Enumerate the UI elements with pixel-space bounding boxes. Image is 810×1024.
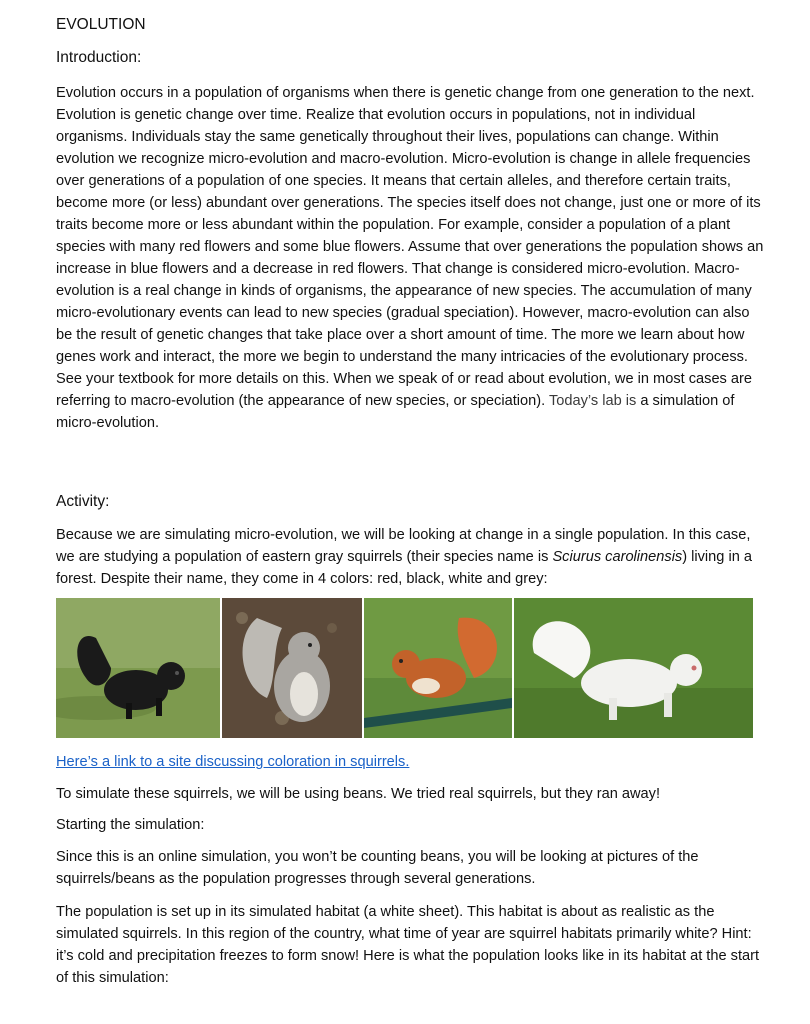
activity-heading: Activity:	[56, 493, 110, 510]
activity-text-after: ) living in a forest. Despite their name, they come in 4 colors: red, black, white and grey:	[56, 549, 752, 587]
beans-sentence: To simulate these squirrels, we will be using beans. We tried real squirrels, but they ran away!	[56, 786, 661, 802]
coloration-link-line	[56, 751, 768, 773]
white-squirrel-photo	[514, 598, 753, 738]
introduction-heading: Introduction:	[56, 49, 142, 66]
starting-simulation-heading: Starting the simulation:	[56, 817, 205, 833]
introduction-today-text: Today’s lab is	[548, 393, 637, 409]
black-squirrel-photo	[56, 598, 220, 738]
document-title: EVOLUTION	[56, 16, 146, 33]
introduction-end-text: a simulation of micro-evolution.	[56, 393, 735, 431]
squirrel-photo-strip	[56, 598, 753, 738]
habitat-paragraph: The population is set up in its simulated habitat (a white sheet). This habitat is about as realistic as the simulated squirrels. In this region of the country, what time of year are squirrel habitats primarily white? Hint: it’s cold and precipitation freezes to form snow! Here is what the population looks like in its habitat at the start of this simulation:	[56, 904, 760, 986]
species-name: Sciurus carolinensis	[552, 549, 683, 565]
coloration-link[interactable]: Here’s a link to a site discussing coloration in squirrels.	[56, 754, 410, 770]
red-squirrel-photo	[364, 598, 512, 738]
online-simulation-paragraph: Since this is an online simulation, you won’t be counting beans, you will be looking at pictures of the squirrels/beans as the population progresses through several generations.	[56, 849, 699, 887]
document-page	[56, 14, 768, 989]
grey-squirrel-photo	[222, 598, 362, 738]
introduction-main-text: Evolution occurs in a population of organisms when there is genetic change from one generation to the next. Evolution is genetic change over time. Realize that evolution occurs in populations, not in individual organisms. Individuals stay the same genetically throughout their lives, populations can change. Within evolution we recognize micro-evolution and macro-evolution. Micro-evolution is change in allele frequencies over generations of a population of one species. It means that certain alleles, and therefore certain traits, become more (or less) abundant over generations. The species itself does not change, just one or more of its traits become more or less abundant within the population. For example, consider a population of a plant species with many red flowers and some blue flowers. Assume that over generations the population shows an increase in blue flowers and a decrease in red flowers. That change is considered micro-evolution. Macro-evolution is a real change in kinds of organisms, the appearance of new species. The accumulation of many micro-evolutionary events can lead to new species (gradual speciation). However, macro-evolution can also be the result of genetic changes that take place over a short amount of time. The more we learn about how genes work and interact, the more we begin to understand the many intricacies of the evolutionary process. See your textbook for more details on this. When we speak of or read about evolution, we in most cases are referring to macro-evolution (the appearance of new species, or speciation).	[56, 85, 764, 409]
introduction-paragraph	[56, 82, 768, 434]
activity-paragraph	[56, 524, 768, 590]
activity-text-before: Because we are simulating micro-evolution, we will be looking at change in a single population. In this case, we are studying a population of eastern gray squirrels (their species name is	[56, 527, 751, 565]
